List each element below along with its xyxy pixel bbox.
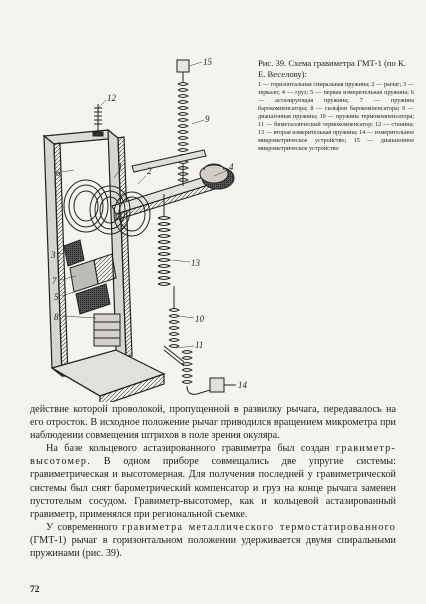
p3-start: У современного [46,521,122,533]
fig-label-3: 3 [51,250,56,260]
fig-label-8: 8 [54,312,59,322]
figure-caption [258,58,414,153]
page-number: 72 [30,585,40,595]
paragraph-1: действие которой проволокой, пропущенной в развилку рычага, передавалось на его отросток. В исходное положение рычаг приводился вращением микрометра при наблюдении совмещения штрихов в поле зрения окуляра. [30,404,396,442]
gravimeter-schematic [14,46,254,402]
paragraph-2 [30,442,396,521]
fig-label-10: 10 [195,314,204,324]
fig-label-9: 9 [205,114,210,124]
body-text [30,403,396,560]
p3-end: (ГМТ-1) рычаг в горизонтальном положении удерживается двумя спиральными пружинами (рис. 39). [30,534,396,560]
fig-label-11: 11 [195,340,204,350]
fig-label-4: 4 [229,162,234,172]
fig-label-15: 15 [203,57,212,67]
fig-label-12: 12 [107,93,116,103]
fig-label-1: 1 [118,162,123,172]
bellows [94,314,120,346]
thermo-spring [164,286,184,366]
fig-label-13: 13 [191,258,200,268]
p3-spaced-term: гравиметра металлического термостатированного [121,521,396,533]
fig-label-5: 5 [54,292,59,302]
measuring-spring-13 [158,194,170,286]
p2-end: В одном приборе совмещались две упругие системы: гравиметрическая и высотомерная. Для получения последней у гравиметрической системы был снят барометрический компенсатор и груз на конце рычага заменен пустотелым сосудом. Гравиметр-высотомер, как и кольцевой астазированный гравиметр, применялся при региональной съемке. [30,456,396,520]
caption-title: Рис. 39. Схема гравиметра ГМТ-1 (по К. Е. Веселову): [258,58,406,79]
fig-label-2: 2 [147,166,152,176]
fig-label-6: 6 [56,168,61,178]
p2-start: На базе кольцевого астазированного гравиметра был создан [46,443,336,455]
fig-label-14: 14 [238,380,247,390]
micrometer-spring [182,351,236,395]
paragraph-3 [30,521,396,560]
p2-spaced-term: гравиметр-высотомер. [30,443,396,468]
fig-label-7: 7 [52,276,57,286]
caption-legend: 1 — горизонтальная спиральная пружина; 2 — рычаг; 3 — зеркало; 4 — груз; 5 — первая измерительная пружина; 6 — астазирующая пружина; 7 — пружина барокомпенсатора; 8 — сильфон барокомпенсатора; 9 — диапазонная пружина; 10 — пружина термокомпенсатора; 11 — биметаллический термокомпенсатор; 12 — станина; 13 — вторая измерительная пружина; 14 — измерительное микрометрическое устройство; 15 — диапазонное микрометрическое устройство [258,81,414,153]
